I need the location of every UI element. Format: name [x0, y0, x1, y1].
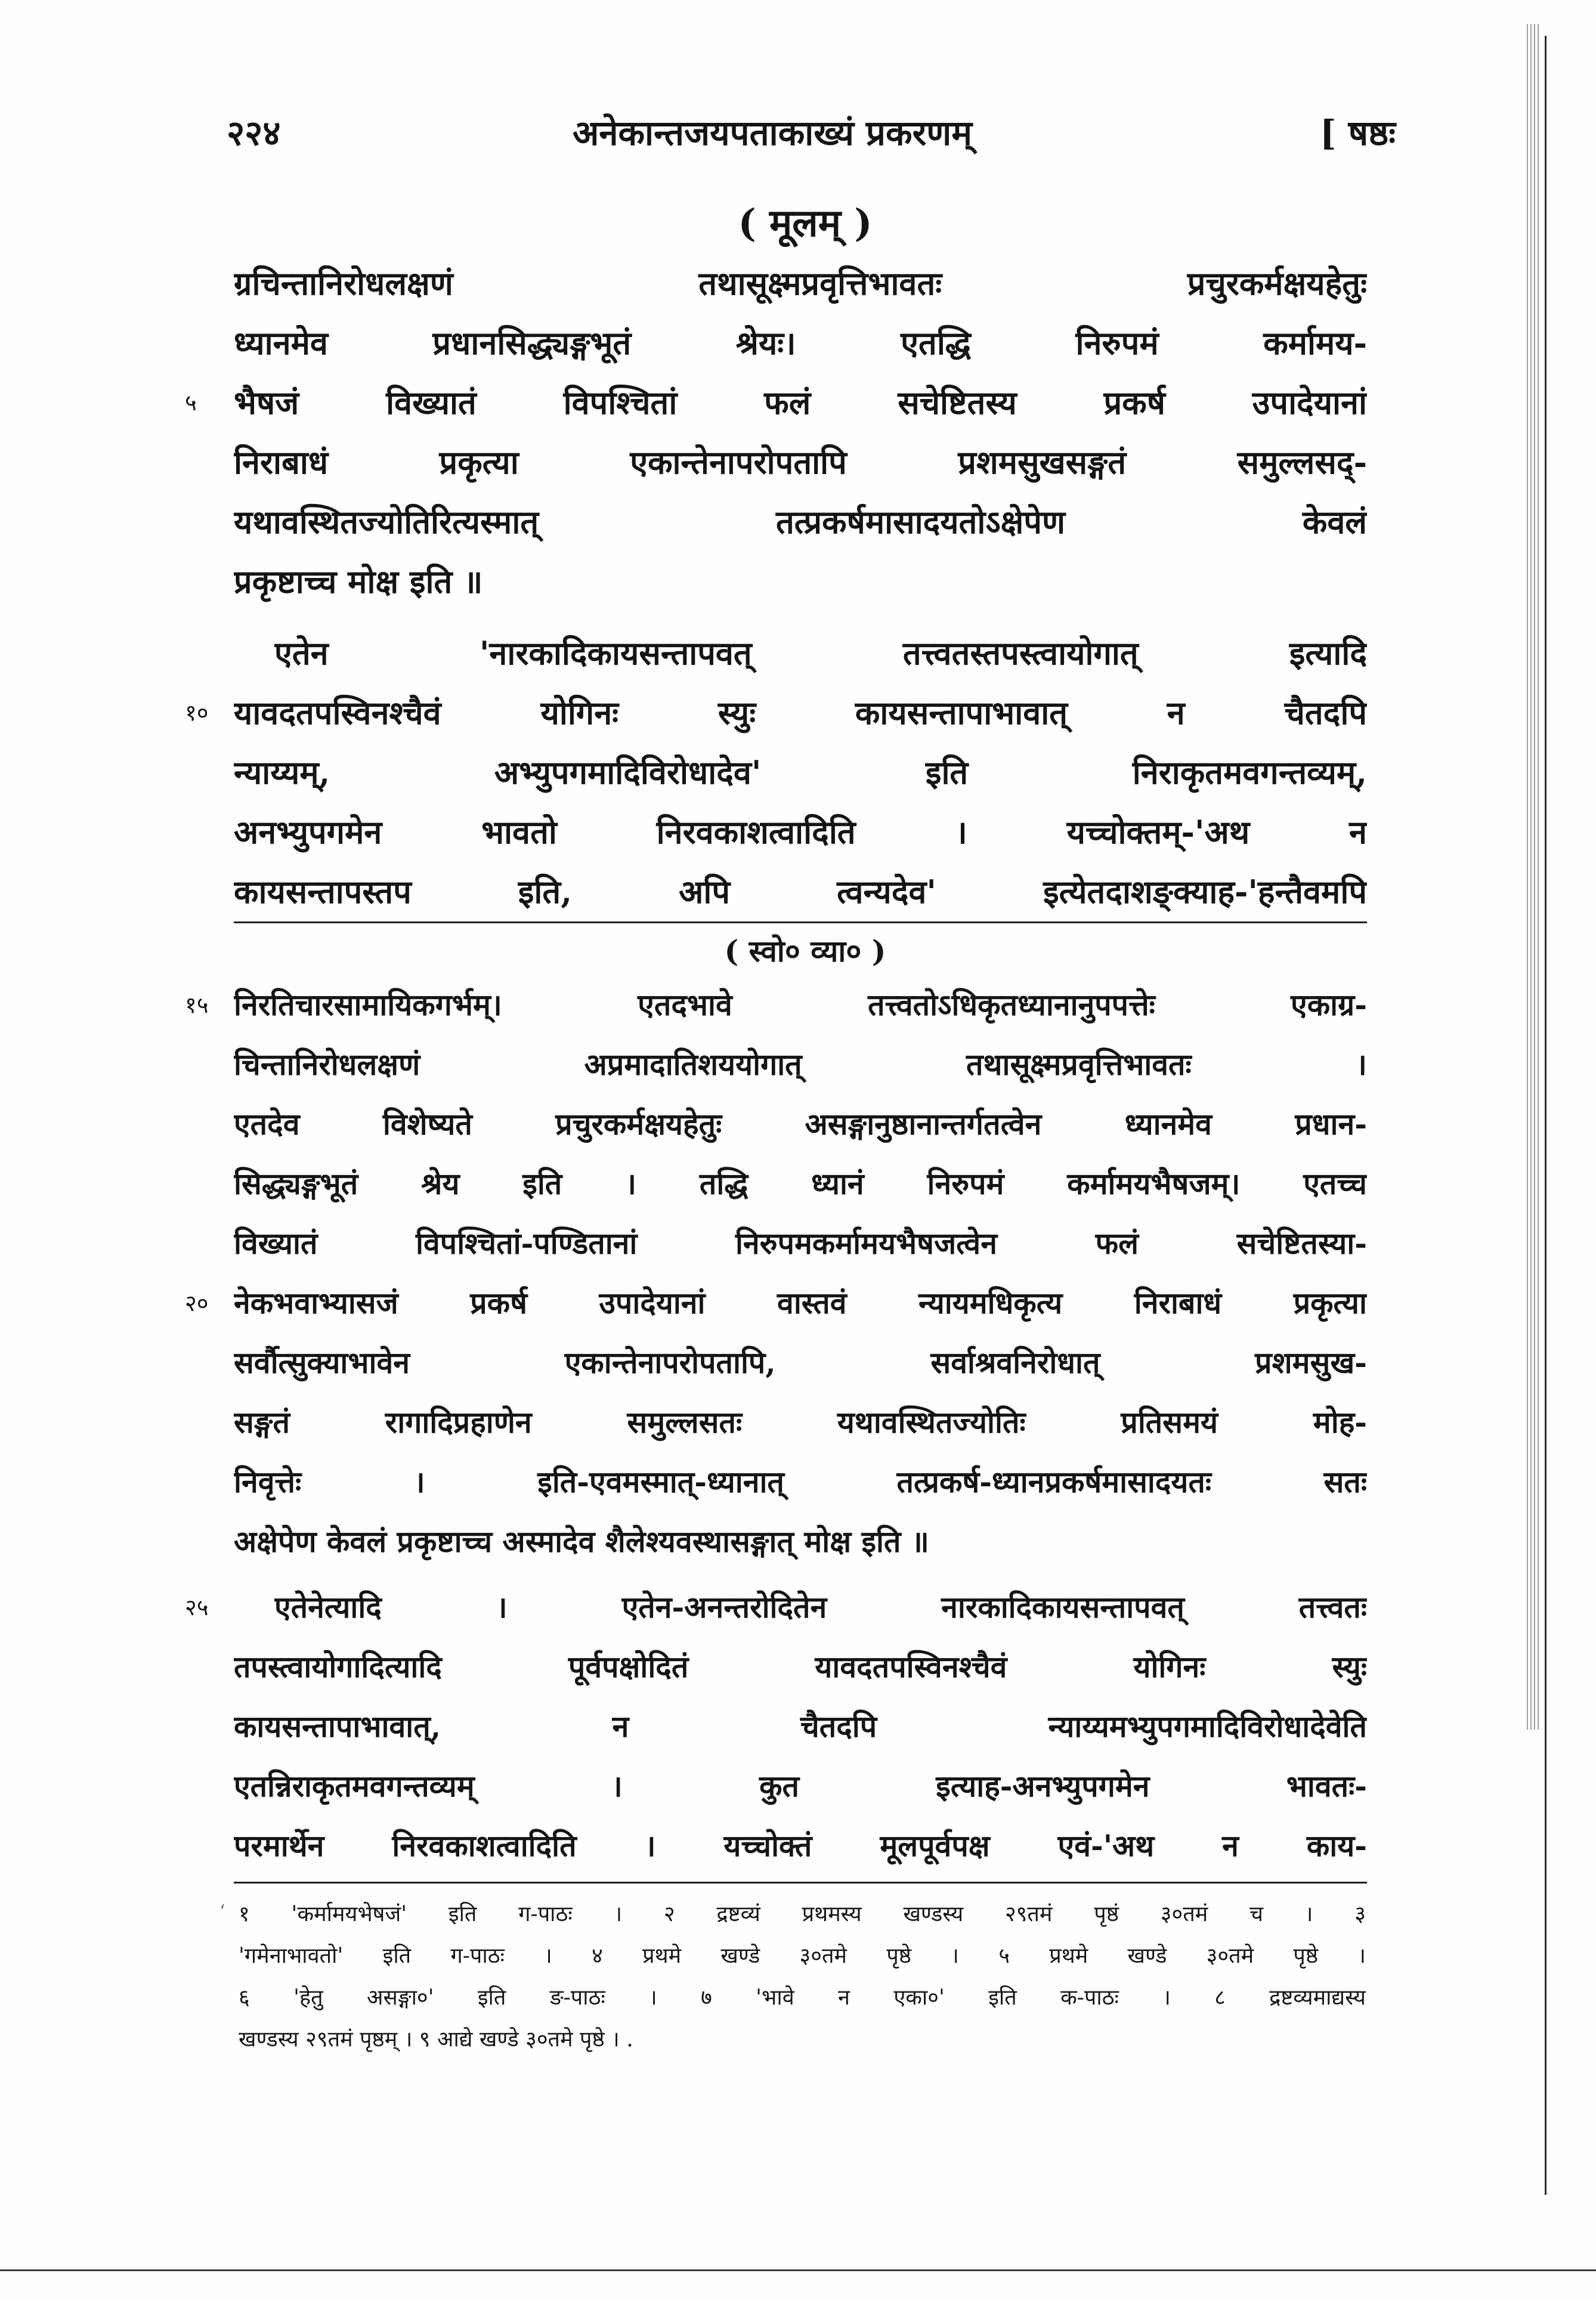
line-number: १५: [185, 992, 209, 1018]
running-title: अनेकान्तजयपताकाख्यं प्रकरणम्: [573, 113, 972, 153]
line-number: ५: [185, 389, 197, 416]
line-number: २५: [185, 1594, 209, 1620]
commentary-line: तपस्त्वायोगादित्यादि पूर्वपक्षोदितं यावदतपस्विनश्चैवं योगिनः स्युः: [234, 1649, 1367, 1684]
section-label: [ षष्ठः: [1319, 113, 1396, 153]
mula-line: एतेन 'नारकादिकायसन्तापवत् तत्त्वतस्तपस्त्वायोगात् इत्यादि: [274, 634, 1367, 672]
commentary-line: विख्यातं विपश्चितां-पण्डितानां निरुपमकर्मामयभैषजत्वेन फलं सचेष्टितस्या-: [234, 1226, 1367, 1261]
footnote-line: खण्डस्य २९तमं पृष्ठम् । ९ आद्ये खण्डे ३०तमे पृष्ठे । .: [239, 2027, 633, 2052]
footnote-line: १ 'कर्मामयभेषजं' इति ग-पाठः । २ द्रष्टव्यं प्रथमस्य खण्डस्य २९तमं पृष्ठं ३०तमं च । ३: [239, 1902, 1366, 1926]
mula-heading: ( मूलम् ): [738, 201, 873, 246]
scan-edge-marks: [1527, 24, 1540, 1730]
mula-line: ग्रचिन्तानिरोधलक्षणं तथासूक्ष्मप्रवृत्तिभावतः प्रचुरकर्मक्षयहेतुः: [234, 264, 1367, 302]
mula-line: ध्यानमेव प्रधानसिद्ध्यङ्गभूतं श्रेयः। एतद्धि निरुपमं कर्मामय-: [234, 324, 1367, 362]
commentary-line: एतदेव विशेष्यते प्रचुरकर्मक्षयहेतुः असङ्गानुष्ठानान्तर्गतत्वेन ध्यानमेव प्रधान-: [234, 1106, 1367, 1142]
line-number: २०: [185, 1290, 209, 1316]
commentary-line: सर्वौत्सुक्याभावेन एकान्तेनापरोपतापि, सर्वाश्रवनिरोधात् प्रशमसुख-: [234, 1345, 1367, 1380]
commentary-line: सङ्गतं रागादिप्रहाणेन समुल्लसतः यथावस्थितज्योतिः प्रतिसमयं मोह-: [234, 1405, 1367, 1440]
mula-line: भैषजं विख्यातं विपश्चितां फलं सचेष्टितस्य प्रकर्ष उपादेयानां: [234, 384, 1367, 422]
mula-line: अनभ्युपगमेन भावतो निरवकाशत्वादिति । यच्चोक्तम्-'अथ न: [234, 813, 1367, 851]
page-number: २२४: [227, 113, 281, 153]
commentary-line: चिन्तानिरोधलक्षणं अप्रमादातिशययोगात् तथासूक्ष्मप्रवृत्तिभावतः ।: [234, 1047, 1367, 1082]
running-header: [227, 106, 1396, 160]
line-number: १०: [185, 700, 209, 726]
margin-mark: ‘: [219, 1901, 225, 1922]
section-divider: [234, 921, 1367, 923]
commentary-line: परमार्थेन निरवकाशत्वादिति । यच्चोक्तं मूलपूर्वपक्ष एवं-'अथ न काय-: [234, 1828, 1367, 1863]
mula-line: निराबाधं प्रकृत्या एकान्तेनापरोपतापि प्रशमसुखसङ्गतं समुल्लसद्-: [234, 443, 1367, 481]
scan-edge-line: [1545, 36, 1546, 2195]
commentary-line: निवृत्तेः । इति-एवमस्मात्-ध्यानात् तत्प्रकर्ष-ध्यानप्रकर्षमासादयतः सतः: [234, 1464, 1367, 1499]
commentary-heading: ( स्वो० व्या० ): [724, 933, 886, 969]
mula-line: यावदतपस्विनश्चैवं योगिनः स्युः कायसन्तापाभावात् न चैतदपि: [234, 694, 1367, 732]
scan-bottom-line: [0, 2269, 1596, 2271]
commentary-line: कायसन्तापाभावात्, न चैतदपि न्याय्यमभ्युपगमादिविरोधादेवेति: [234, 1709, 1367, 1744]
mula-line: प्रकृष्टाच्च मोक्ष इति ॥: [234, 562, 483, 601]
footnote-divider: [234, 1882, 1367, 1884]
commentary-line: सिद्ध्यङ्गभूतं श्रेय इति । तद्धि ध्यानं निरुपमं कर्मामयभैषजम्। एतच्च: [234, 1166, 1367, 1201]
commentary-line: एतन्निराकृतमवगन्तव्यम् । कुत इत्याह-अनभ्युपगमेन भावतः-: [234, 1768, 1367, 1804]
commentary-line: अक्षेपेण केवलं प्रकृष्टाच्च अस्मादेव शैलेश्यवस्थासङ्गात् मोक्ष इति ॥: [234, 1524, 929, 1559]
commentary-line: निरतिचारसामायिकगर्भम्। एतदभावे तत्त्वतोऽधिकृतध्यानानुपपत्तेः एकाग्र-: [234, 987, 1367, 1022]
commentary-line: नेकभवाभ्यासजं प्रकर्ष उपादेयानां वास्तवं न्यायमधिकृत्य निराबाधं प्रकृत्या: [234, 1285, 1367, 1320]
footnote-line: ६ 'हेतु असङ्गा०' इति ङ-पाठः । ७ 'भावे न एका०' इति क-पाठः । ८ द्रष्टव्यमाद्यस्य: [239, 1985, 1366, 2010]
mula-line: कायसन्तापस्तप इति, अपि त्वन्यदेव' इत्येतदाशङ्क्याह-'हन्तैवमपि: [234, 873, 1367, 911]
commentary-line: एतेनेत्यादि । एतेन-अनन्तरोदितेन नारकादिकायसन्तापवत् तत्त्वतः: [274, 1589, 1367, 1625]
mula-line: यथावस्थितज्योतिरित्यस्मात् तत्प्रकर्षमासादयतोऽक्षेपेण केवलं: [234, 503, 1367, 541]
footnote-line: 'गमेनाभावतो' इति ग-पाठः । ४ प्रथमे खण्डे ३०तमे पृष्ठे । ५ प्रथमे खण्डे ३०तमे पृष्ठे ।: [239, 1944, 1366, 1968]
mula-line: न्याय्यम्, अभ्युपगमादिविरोधादेव' इति निराकृतमवगन्तव्यम्,: [234, 753, 1367, 791]
